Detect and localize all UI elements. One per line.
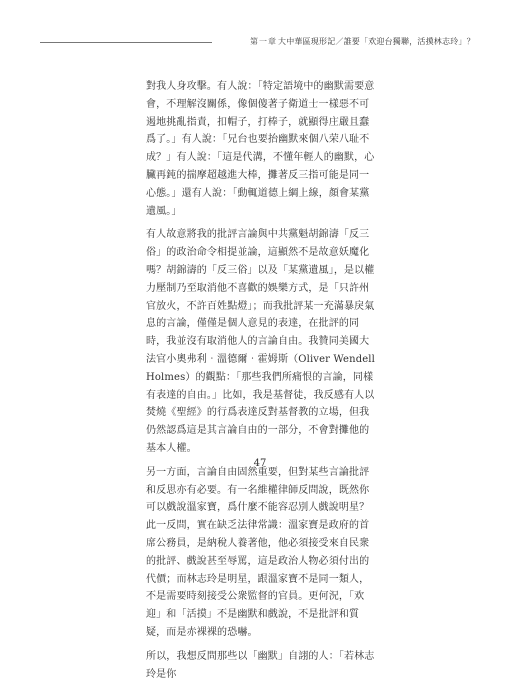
paragraph: 對我人身攻擊。有人說：「特定語境中的幽默需要意會，不理解沒關係，像個傻著子衛道士一樣惡不可遏地挑亂指責，扣帽子，打棒子，就顯得庄嚴且蠢爲了。」有人說：「兄台也要抬幽默來個八荣八耻不成？」有人說：「這是代溝，不懂年輕人的幽默，心臟再鈍的揣摩超越進大棒，攤著反三指可能是同一心態。」還有人說：「動輒道德上綱上線，顏會某黨遺風。」 [146, 81, 375, 217]
running-header [0, 34, 520, 52]
header-title: 大中華區現形記／誰要「欢迎台獨聯，活摸林志玲」？ [278, 37, 475, 46]
paragraph: 有人故意將我的批評言論與中共黨魁胡錦濤「反三俗」的政治命令相提並論，這顯然不是故意妖魔化嗎？胡錦濤的「反三俗」以及「某黨遺風」，是以權力壓制乃至取消他不喜歡的娛樂方式，是「只許州官放火，不許百姓點燈」；而我批評某一充滿暴戾氣息的言論，僅僅是個人意見的表達，在批評的同時，我並沒有取消他人的言論自由。我贊同美國大法官小奧弗利‧溫德爾‧霍姆斯（Oliver Wendell Holmes）的觀點：「那些我們所痛恨的言論，同樣有表達的自由。」比如，我是基督徒，我反感有人以焚燒《聖經》的行爲表達反對基督教的立場，但我仍然認爲這是其言論自由的一部分，不會對攤他的基本人權。 [146, 229, 376, 454]
page-number: 47 [253, 458, 267, 469]
paragraph: 另一方面，言論自由固然重要，但對某些言論批評和反思亦有必要。有一名維權律師反問說，既然你可以戲說溫家寶，爲什麼不能容忍別人戲說明星？此一反問，實在缺乏法律常識：溫家寶是政府的首席公務員，是納稅人養著他，他必須接受來自民衆的批評、戲說甚至辱罵，這是政治人物必須付出的代價；而林志玲是明星，跟溫家寶不是同一類人，不是需要時刻接受公衆監督的官員。更何況，「欢迎」和「活摸」不是幽默和戲說，不是批評和質疑，而是赤裸裸的恐嚇。 [146, 466, 370, 638]
body-text [146, 78, 376, 683]
paragraph: 所以，我想反問那些以「幽默」自詡的人：「若林志玲是你 [146, 650, 375, 680]
header-chapter: 第一章 [250, 37, 277, 46]
header-rule [40, 42, 212, 43]
